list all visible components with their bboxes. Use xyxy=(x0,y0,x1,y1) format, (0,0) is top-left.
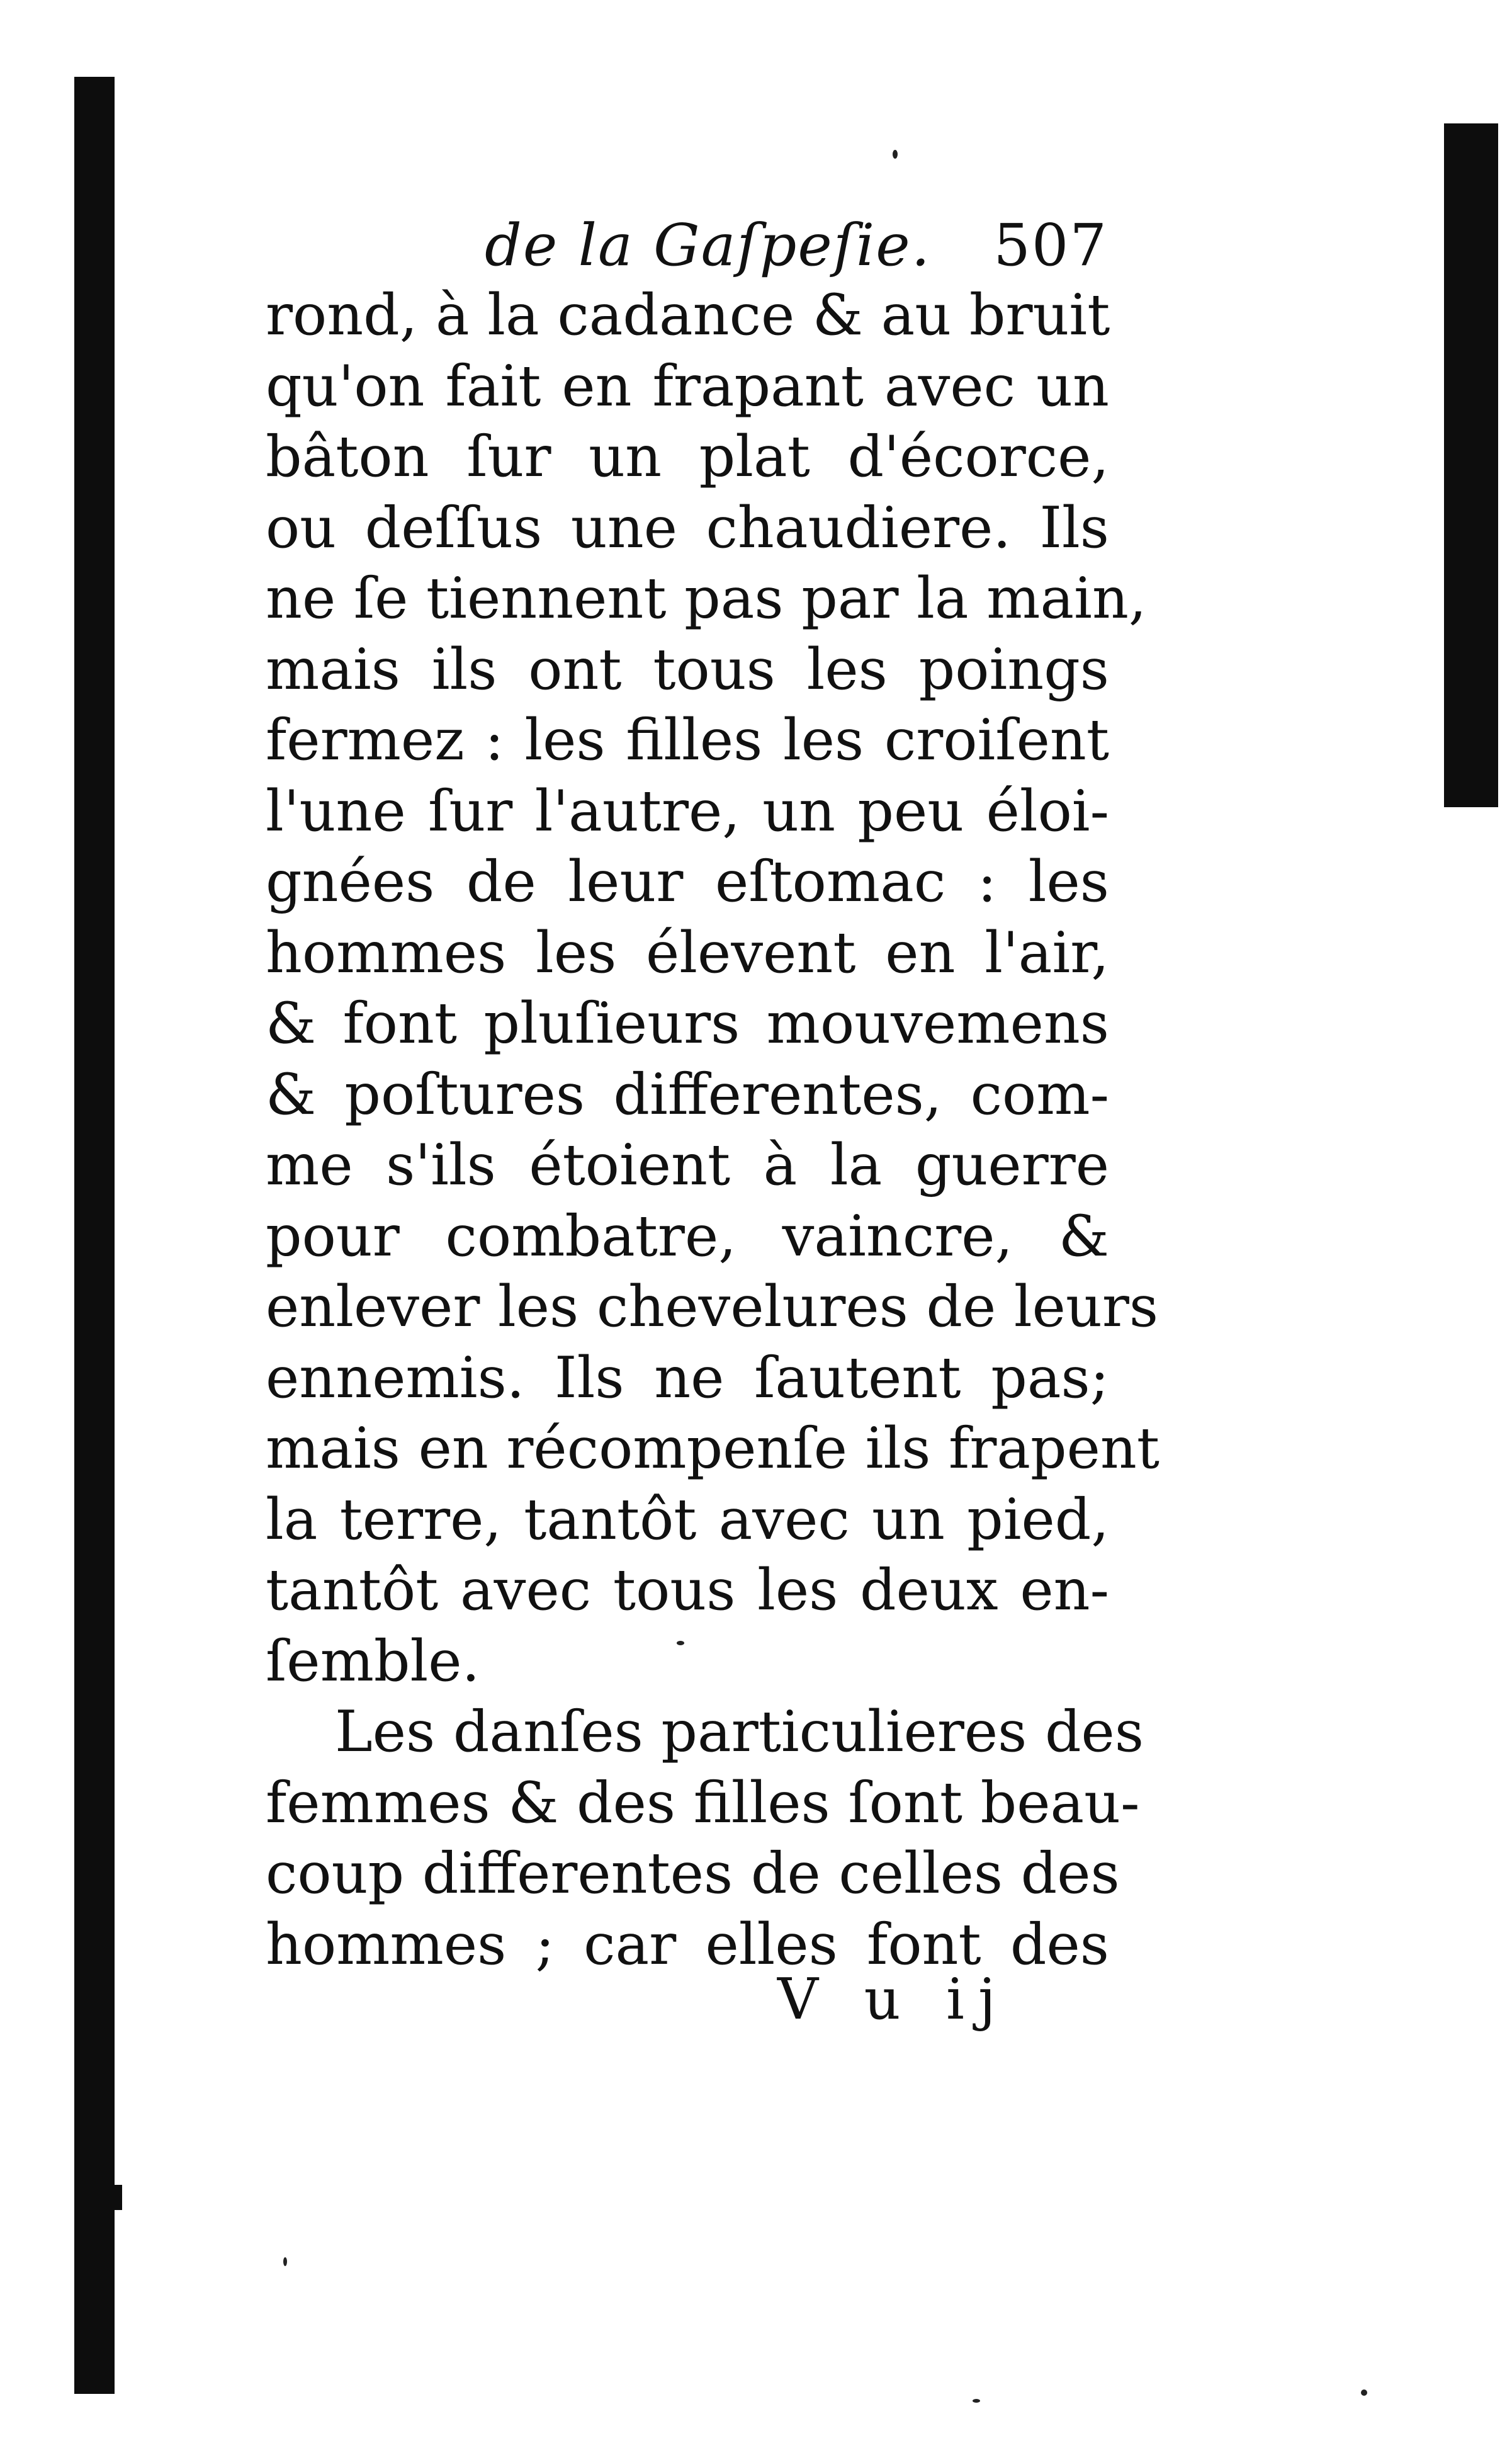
paragraph xyxy=(266,1697,1144,1980)
text-line: la terre, tantôt avec un pied, xyxy=(266,1486,1109,1553)
text-line: enlever les chevelures de leurs xyxy=(266,1274,1159,1340)
running-title: de la Gaſpeſie. xyxy=(485,212,931,279)
body-text xyxy=(266,280,1160,1980)
speck-4 xyxy=(973,2399,980,2403)
text-line: rond, à la cadance & au bruit xyxy=(266,282,1110,348)
text-line: ennemis. Ils ne ſautent pas; xyxy=(266,1344,1109,1411)
text-line: mais en récompenſe ils frapent xyxy=(266,1415,1160,1482)
left-margin-notch xyxy=(94,2185,122,2210)
text-line: l'une ſur l'autre, un peu éloi- xyxy=(266,778,1109,844)
left-margin-shadow xyxy=(74,77,115,2394)
text-line: pour combatre, vaincre, & xyxy=(266,1203,1109,1269)
text-line: tantôt avec tous les deux en- xyxy=(266,1557,1109,1623)
page-number: 507 xyxy=(993,212,1108,279)
text-line: bâton ſur un plat d'écorce, xyxy=(266,424,1109,490)
signature-mark: V u ij xyxy=(777,1966,1010,2032)
speck-3 xyxy=(283,2257,287,2266)
text-line: Les danſes particulieres des xyxy=(335,1699,1144,1765)
text-line: mais ils ont tous les poings xyxy=(266,636,1109,703)
text-line: hommes les élevent en l'air, xyxy=(266,919,1109,986)
text-line: ne ſe tiennent pas par la main, xyxy=(266,565,1147,632)
speck-5 xyxy=(1361,2389,1367,2396)
text-line: & font pluſieurs mouvemens xyxy=(266,990,1109,1057)
speck-1 xyxy=(893,150,898,159)
text-line: hommes ; car elles font des xyxy=(266,1911,1109,1978)
text-line: gnées de leur eſtomac : les xyxy=(266,849,1109,915)
text-line: femmes & des filles ſont beau- xyxy=(266,1769,1140,1836)
text-line: & poſtures differentes, com- xyxy=(266,1061,1109,1128)
text-line: ſemble. xyxy=(266,1628,480,1694)
right-margin-shadow xyxy=(1444,123,1498,807)
text-line: me s'ils étoient à la guerre xyxy=(266,1132,1109,1198)
text-line: ou deſſus une chaudiere. Ils xyxy=(266,494,1109,561)
paragraph xyxy=(266,280,1160,1697)
text-line: coup differentes de celles des xyxy=(266,1840,1120,1907)
text-line: qu'on fait en frapant avec un xyxy=(266,353,1109,419)
text-line: fermez : les filles les croiſent xyxy=(266,707,1109,773)
